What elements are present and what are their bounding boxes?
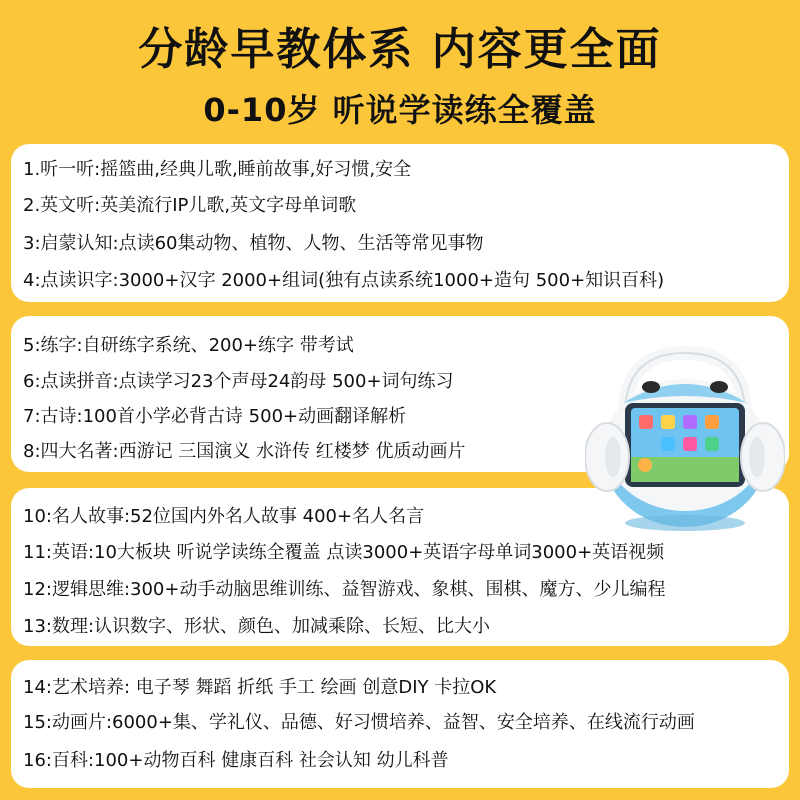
feature-line: 11:英语:10大板块 听说学读练全覆盖 点读3000+英语字母单词3000+英语视频 bbox=[23, 542, 665, 563]
feature-panel-1 bbox=[11, 144, 789, 302]
feature-line: 16:百科:100+动物百科 健康百科 社会认知 幼儿科普 bbox=[23, 750, 449, 771]
feature-line: 6:点读拼音:点读学习23个声母24韵母 500+词句练习 bbox=[23, 371, 454, 392]
robot-device-illustration bbox=[585, 345, 785, 535]
feature-panel-4 bbox=[11, 660, 789, 788]
feature-line: 15:动画片:6000+集、学礼仪、品德、好习惯培养、益智、安全培养、在线流行动画 bbox=[23, 712, 695, 733]
feature-line: 1.听一听:摇篮曲,经典儿歌,睡前故事,好习惯,安全 bbox=[23, 159, 412, 180]
feature-line: 13:数理:认识数字、形状、颜色、加减乘除、长短、比大小 bbox=[23, 616, 491, 637]
feature-line: 4:点读识字:3000+汉字 2000+组词(独有点读系统1000+造句 500+知识百科) bbox=[23, 270, 665, 291]
feature-line: 2.英文听:英美流行IP儿歌,英文字母单词歌 bbox=[23, 195, 357, 216]
feature-line: 12:逻辑思维:300+动手动脑思维训练、益智游戏、象棋、围棋、魔方、少儿编程 bbox=[23, 579, 666, 600]
feature-line: 10:名人故事:52位国内外名人故事 400+名人名言 bbox=[23, 506, 425, 527]
feature-line: 3:启蒙认知:点读60集动物、植物、人物、生活等常见事物 bbox=[23, 233, 484, 254]
page-subtitle: 0-10岁 听说学读练全覆盖 bbox=[203, 91, 597, 129]
page-title: 分龄早教体系 内容更全面 bbox=[138, 24, 662, 75]
feature-line: 7:古诗:100首小学必背古诗 500+动画翻译解析 bbox=[23, 406, 407, 427]
feature-line: 14:艺术培养: 电子琴 舞蹈 折纸 手工 绘画 创意DIY 卡拉OK bbox=[23, 677, 497, 698]
feature-line: 5:练字:自研练字系统、200+练字 带考试 bbox=[23, 335, 354, 356]
feature-line: 8:四大名著:西游记 三国演义 水浒传 红楼梦 优质动画片 bbox=[23, 441, 466, 462]
